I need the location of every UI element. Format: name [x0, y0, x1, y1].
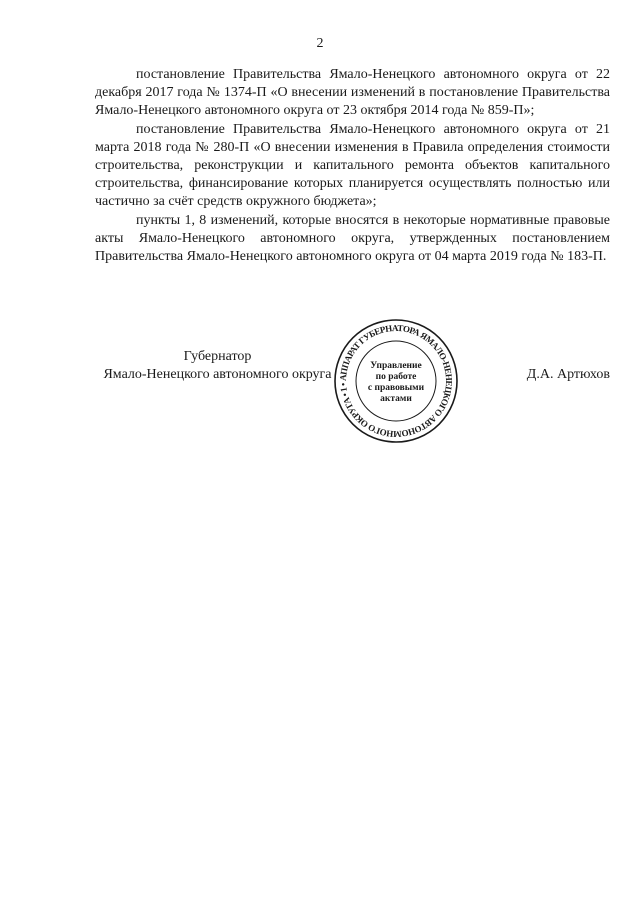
- paragraph-resolution-1374: постановление Правительства Ямало-Ненецкого автономного округа от 22 декабря 2017 года № 1374-П «О внесении изменений в постановление Правительства Ямало-Ненецкого автономного округа от 23 октября 2014 года № 859-П»;: [95, 67, 610, 119]
- document-body: [95, 66, 610, 266]
- seal-center-line-3: с правовыми: [367, 383, 425, 393]
- seal-center-line-2: по работе: [375, 372, 417, 382]
- signature-title-governor: Губернатор: [183, 349, 252, 364]
- paragraph-points-1-8: пункты 1, 8 изменений, которые вносятся в некоторые нормативные правовые акты Ямало-Ненецкого автономного округа, утвержденных постановлением Правительства Ямало-Ненецкого автономного округа от 04 марта 2019 года № 183-П.: [95, 212, 610, 265]
- official-seal: [333, 318, 459, 444]
- signature-name: Д.А. Артюхов: [526, 367, 610, 382]
- seal-ring-text: АППАРАТ ГУБЕРНАТОРА ЯМАЛО-НЕНЕЦКОГО АВТОНОМНОГО ОКРУГА • 1 •: [337, 322, 455, 440]
- seal-center-line-4: актами: [380, 394, 412, 404]
- seal-center-line-1: Управление: [370, 361, 422, 371]
- page-number: 2: [316, 36, 324, 51]
- signature-title-region: Ямало-Ненецкого автономного округа: [103, 367, 332, 382]
- paragraph-resolution-280: постановление Правительства Ямало-Ненецкого автономного округа от 21 марта 2018 года № 280-П «О внесении изменения в Правила определения стоимости строительства, реконструкции и капитального ремонта объектов капитального строительства, финансирование которых планируется осуществлять полностью или частично за счёт средств окружного бюджета»;: [95, 121, 610, 210]
